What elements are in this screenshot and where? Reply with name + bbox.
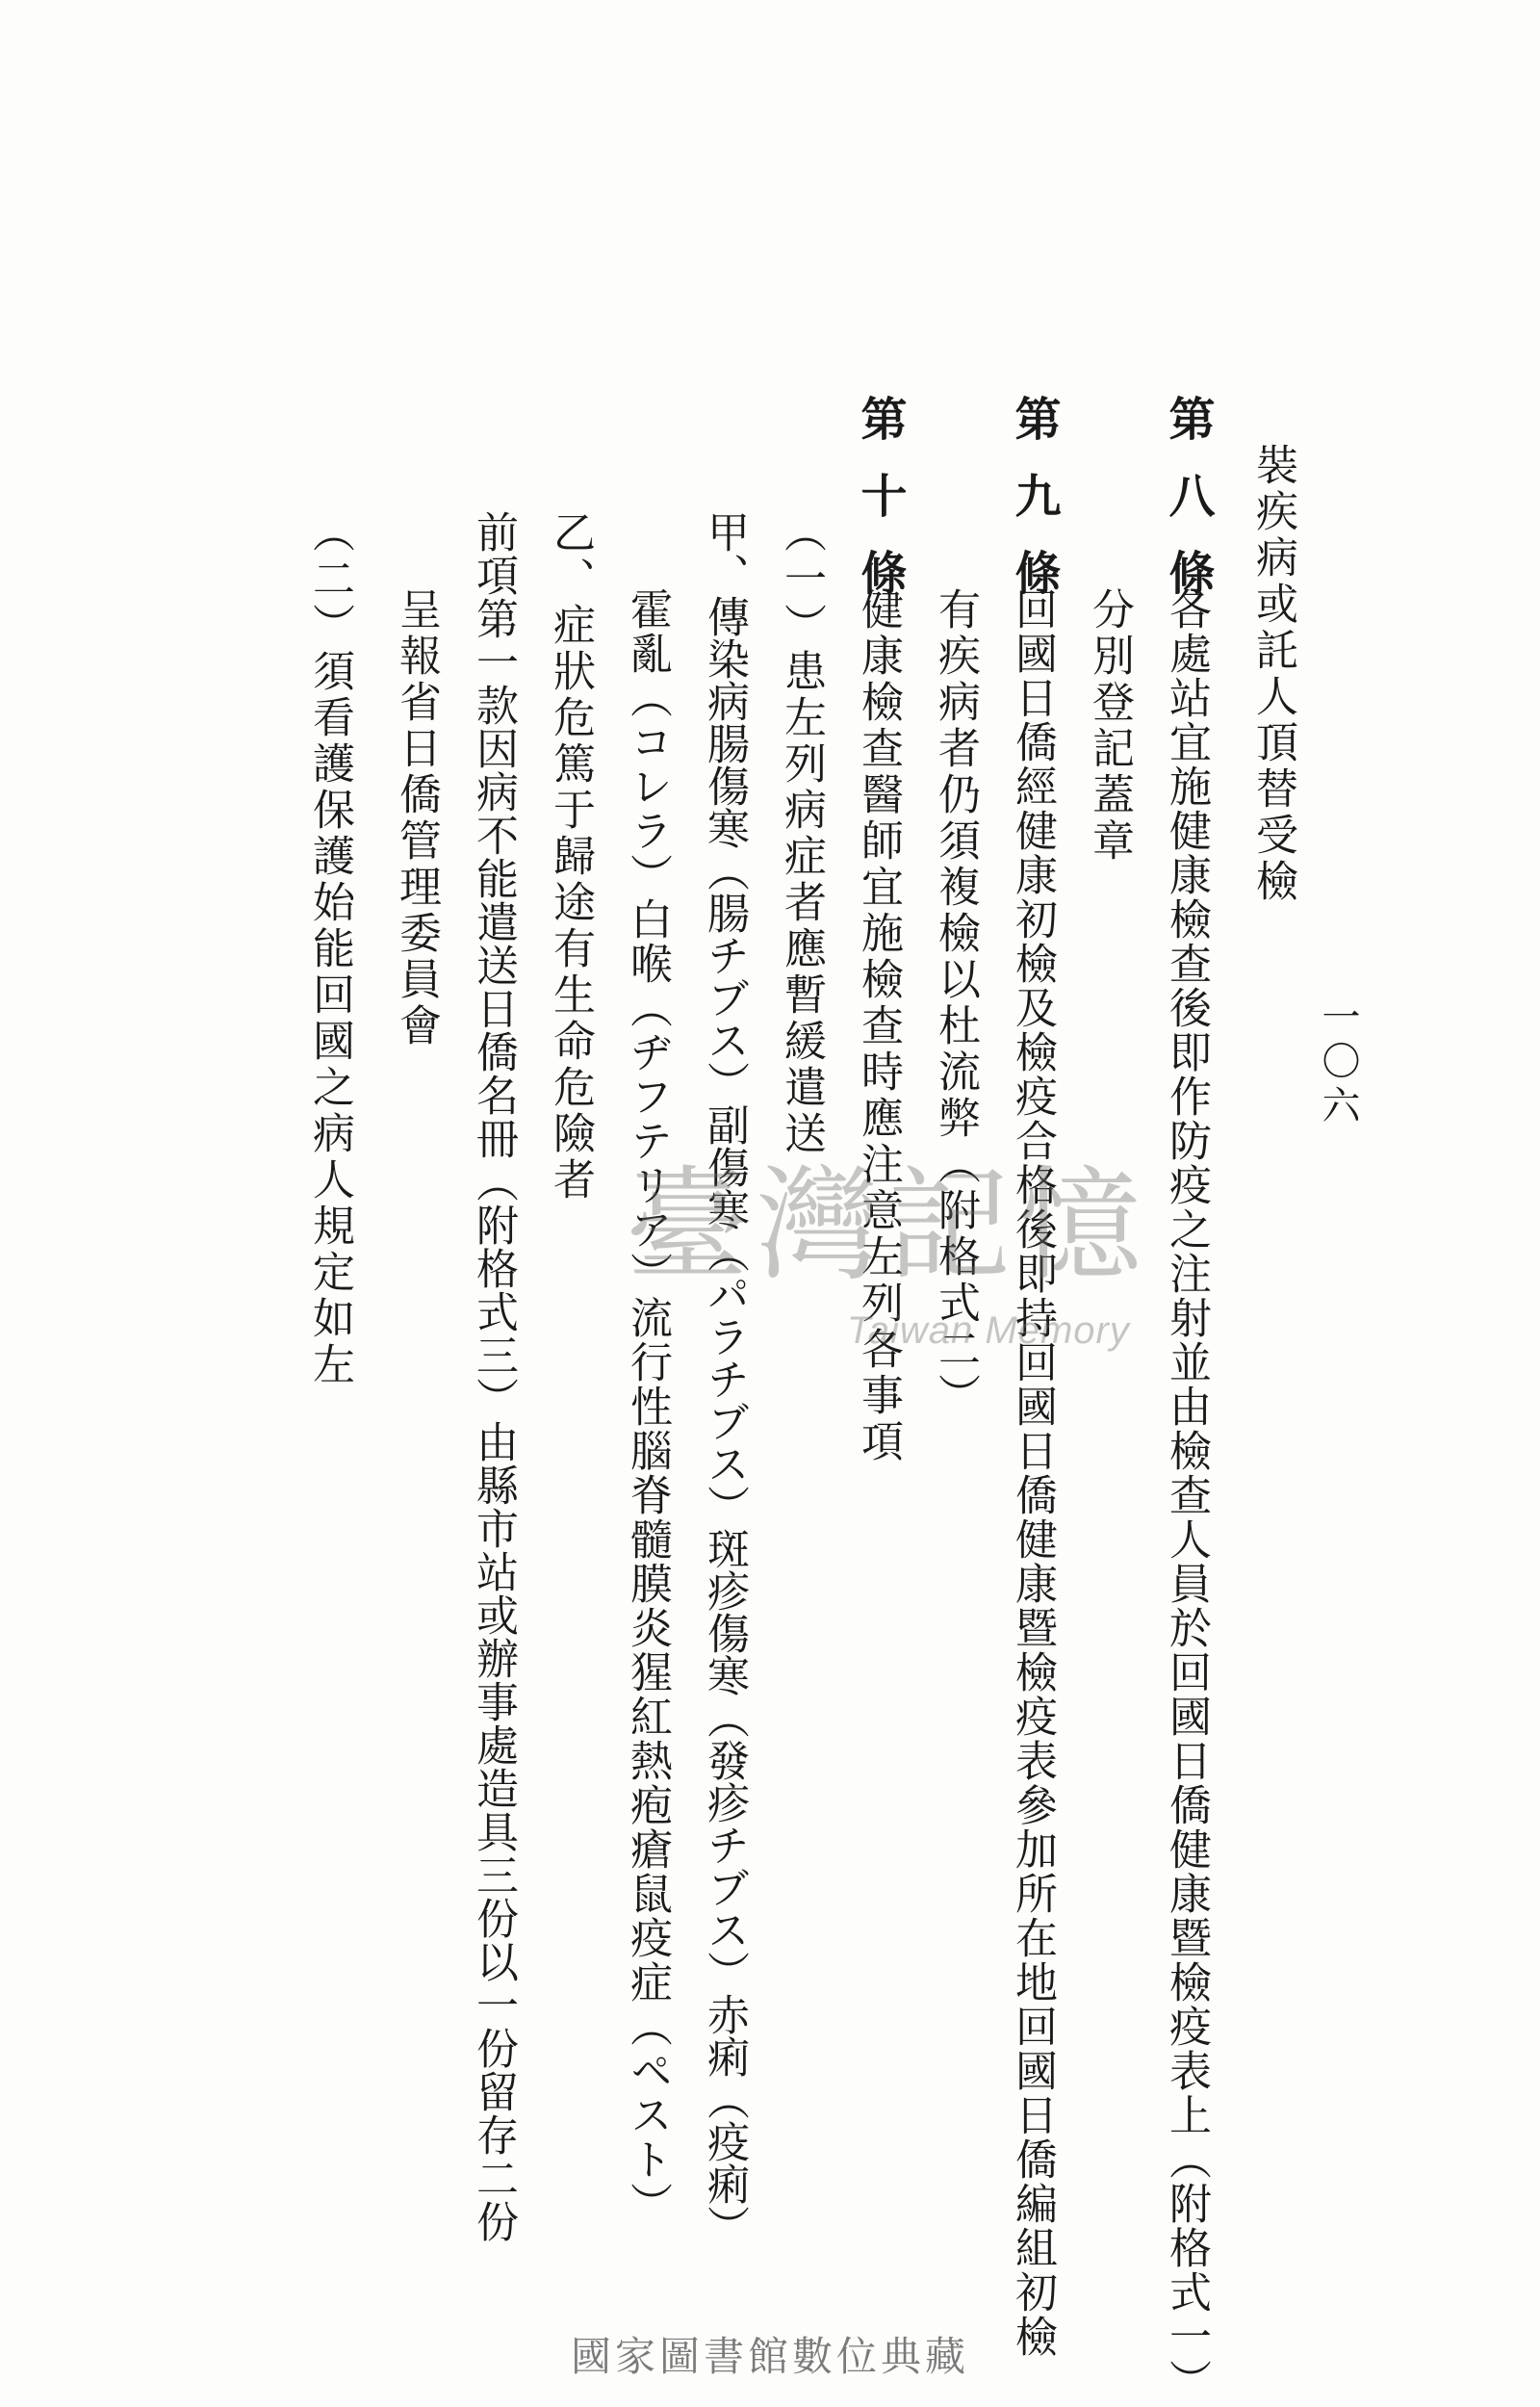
watermark-english: Taiwan Memory — [847, 1309, 1130, 1352]
text-column-3: 各處站宜施健康檢查後即作防疫之注射並由檢查人員於回國日僑健康暨檢疫表上（附格式一） — [1162, 587, 1211, 2403]
article-8-heading: 第八條 — [1161, 395, 1215, 626]
text-column-9: 健康檢查醫師宜施檢查時應注意左列各事項 — [854, 587, 903, 1465]
text-column-10: （一）患左列病症者應暫緩遣送 — [777, 510, 826, 1157]
text-column-13: 乙、症狀危篤于歸途有生命危險者 — [546, 510, 595, 1204]
text-column-4: 分別登記蓋章 — [1085, 587, 1134, 865]
text-column-1: 裝疾病或託人頂替受檢 — [1248, 443, 1297, 905]
text-column-11: 甲、傳染病腸傷寒（腸チブス）副傷寒（パラチブス）斑疹傷寒（發疹チブス）赤痢（疫痢） — [700, 510, 749, 2247]
page-number: 一〇六 — [1316, 996, 1360, 1129]
article-9-heading: 第九條 — [1007, 395, 1061, 626]
text-column-16: （二）須看護保護始能回國之病人規定如左 — [305, 510, 354, 1388]
library-footer: 國家圖書館數位典藏 — [570, 2333, 969, 2380]
text-column-14: 前項第一款因病不能遣送日僑名冊（附格式三）由縣市站或辦事處造具三份以一份留存二份 — [469, 510, 518, 2243]
article-10-heading: 第十條 — [853, 395, 907, 626]
text-column-7: 有疾病者仍須複檢以杜流弊（附格式二） — [931, 587, 980, 1419]
taiwan-memory-watermark — [626, 1154, 1299, 1377]
text-column-6: 回國日僑經健康初檢及檢疫合格後即持回國日僑健康暨檢疫表參加所在地回國日僑編組初檢 — [1008, 587, 1057, 2359]
text-column-12: 霍亂（コレラ）白喉（ヂフテリア）流行性腦脊髓膜炎猩紅熱疱瘡鼠疫症（ペスト） — [623, 587, 672, 2226]
text-column-15: 呈報省日僑管理委員會 — [392, 587, 441, 1049]
watermark-chinese: 臺灣記憶 — [626, 1154, 1150, 1298]
